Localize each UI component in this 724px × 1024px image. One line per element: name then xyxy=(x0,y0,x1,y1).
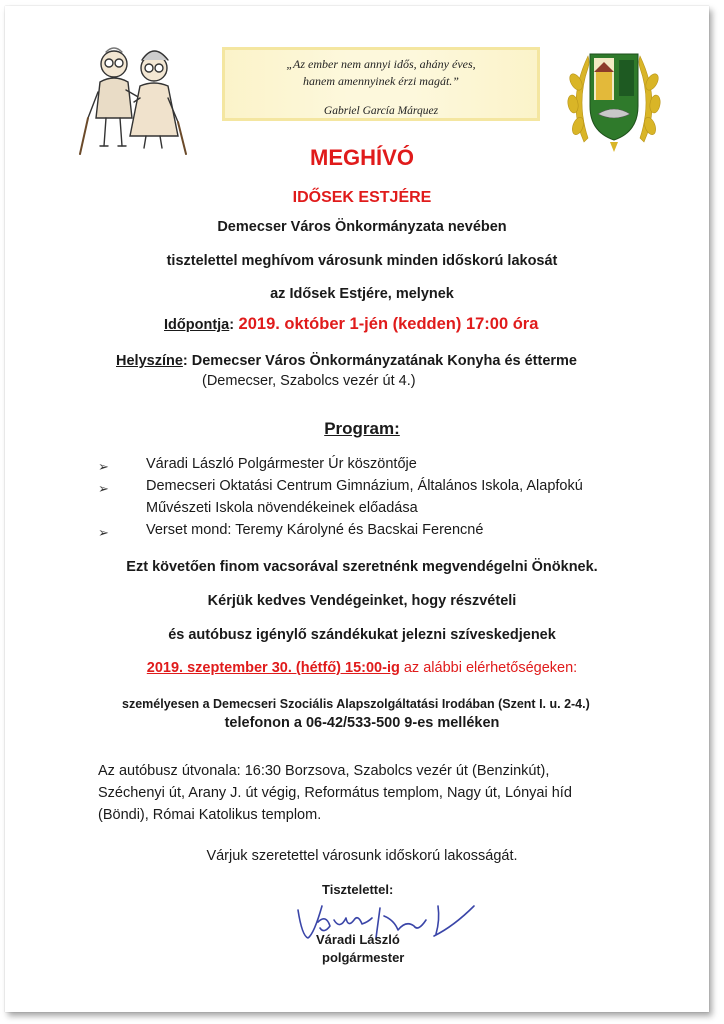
contact-inperson: személyesen a Demecseri Szociális Alapszolgáltatási Irodában (Szent I. u. 2-4.) xyxy=(122,697,590,711)
quote-author: Gabriel García Márquez xyxy=(323,105,439,117)
intro-line-3: az Idősek Estjére, melynek xyxy=(270,286,454,302)
deadline-date: 2019. szeptember 30. (hétfő) 15:00-ig xyxy=(146,660,400,676)
deadline xyxy=(0,660,724,676)
bus-line-3: (Böndi), Római Katolikus templom. xyxy=(98,807,322,823)
signer-role: polgármester xyxy=(322,950,405,965)
request-line-2: és autóbusz igénylő szándékukat jelezni szíveskedjenek xyxy=(168,627,556,643)
subtitle: IDŐSEK ESTJÉRE xyxy=(292,189,432,206)
elderly-couple-illustration xyxy=(76,42,194,160)
program-heading: Program: xyxy=(324,419,400,438)
town-coat-of-arms xyxy=(564,42,664,160)
signer-name: Váradi László xyxy=(316,932,400,947)
dinner-note: Ezt követően finom vacsorával szeretnénk megvendégelni Önöknek. xyxy=(126,559,598,575)
deadline-rest: az alábbi elérhetőségeken: xyxy=(399,660,578,676)
program-item: Váradi László Polgármester Úr köszöntője xyxy=(146,456,417,472)
time-label: Időpontja xyxy=(164,317,230,333)
quote-line-1: „Az ember nem annyi idős, ahány éves, xyxy=(286,57,476,71)
bullet-arrow-icon: ➢ xyxy=(98,459,109,474)
place-address: (Demecser, Szabolcs vezér út 4.) xyxy=(202,373,416,389)
time-colon: : xyxy=(229,317,235,333)
intro-line-1: Demecser Város Önkormányzata nevében xyxy=(217,219,507,235)
time-value: 2019. október 1-jén (kedden) 17:00 óra xyxy=(238,315,539,333)
place-label: Helyszíne xyxy=(116,353,183,369)
program-item: Verset mond: Teremy Károlyné és Bacskai Ferencné xyxy=(146,522,484,538)
regards: Tisztelettel: xyxy=(322,882,394,897)
bus-route xyxy=(98,760,572,826)
request-line-1: Kérjük kedves Vendégeinket, hogy részvételi xyxy=(207,593,517,609)
contact-phone: telefonon a 06-42/533-500 9-es melléken xyxy=(224,715,500,731)
page-title: MEGHÍVÓ xyxy=(310,145,414,170)
place-value: : Demecser Város Önkormányzatának Konyha és étterme xyxy=(182,353,577,369)
program-item: Demecseri Oktatási Centrum Gimnázium, Általános Iskola, Alapfokú xyxy=(146,478,583,494)
event-time xyxy=(164,315,538,334)
bus-line-2: Széchenyi út, Arany J. út végig, Református templom, Nagy út, Lónyai híd xyxy=(98,785,572,801)
closing-line: Várjuk szeretettel városunk időskorú lakosságát. xyxy=(206,848,518,864)
quote-box xyxy=(222,47,540,121)
event-place xyxy=(116,352,577,370)
program-item: Művészeti Iskola növendékeinek előadása xyxy=(146,500,418,516)
bullet-arrow-icon: ➢ xyxy=(98,525,109,540)
intro-line-2: tisztelettel meghívom városunk minden időskorú lakosát xyxy=(166,253,558,269)
bullet-arrow-icon: ➢ xyxy=(98,481,109,496)
quote-line-2: hanem amennyinek érzi magát.” xyxy=(303,74,459,88)
bus-line-1: Az autóbusz útvonala: 16:30 Borzsova, Szabolcs vezér út (Benzinkút), xyxy=(98,763,550,779)
